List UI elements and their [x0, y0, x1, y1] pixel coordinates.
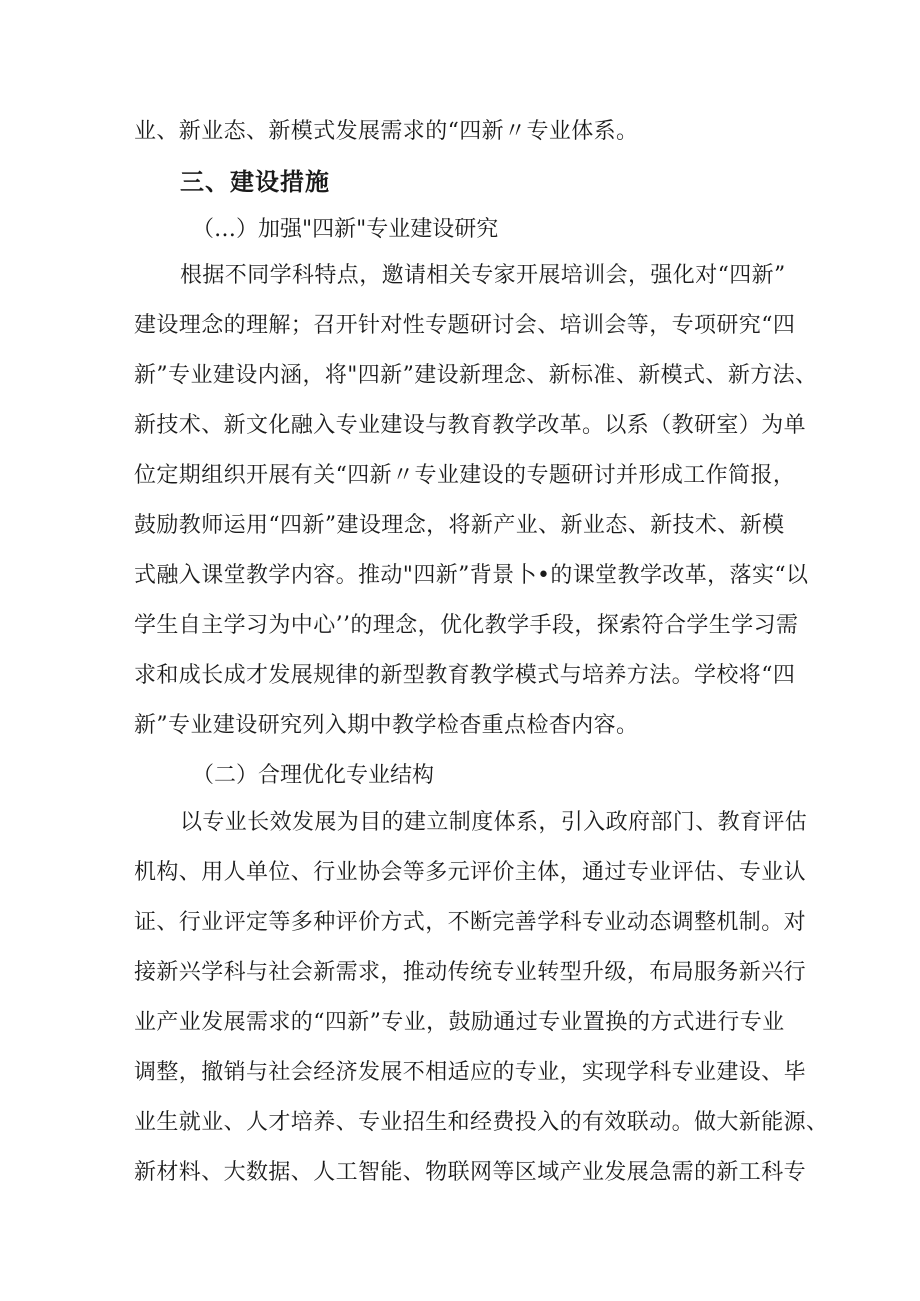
section-heading: 三、建设措施 [180, 167, 330, 196]
paragraph-2-line: 业生就业、人才培养、专业招生和经费投入的有效联动。做大新能源、 [134, 1110, 829, 1135]
paragraph-1-line: 根据不同学科特点，邀请相关专家开展培训会，强化对“四新” [180, 263, 786, 288]
paragraph-2-line: 调整，撤销与社会经济发展不相适应的专业，实现学科专业建设、毕 [134, 1060, 807, 1085]
paragraph-2-line: 新材料、大数据、人工智能、物联网等区域产业发展急需的新工科专 [134, 1160, 807, 1185]
paragraph-1-line: 位定期组织开展有关“四新〃专业建设的专题研讨并形成工作简报， [134, 463, 796, 488]
subsection-2-heading: （二）合理优化专业结构 [192, 763, 435, 788]
paragraph-1-line: 鼓励教师运用“四新”建设理念，将新产业、新业态、新技术、新模 [134, 513, 785, 538]
subsection-1-heading: （…）加强"四新"专业建设研究 [192, 217, 499, 242]
paragraph-2-line: 业产业发展需求的“四新”专业，鼓励通过专业置换的方式进行专业 [134, 1010, 785, 1035]
paragraph-1-line: 新”专业建设内涵，将"四新”建设新理念、新标准、新模式、新方法、 [134, 363, 818, 388]
paragraph-1-line: 新技术、新文化融入专业建设与教育教学改革。以系（教研室）为单 [134, 413, 807, 438]
paragraph-2-line: 证、行业评定等多种评价方式，不断完善学科专业动态调整机制。对 [134, 910, 807, 935]
paragraph-1-line: 新”专业建设研究列入期中教学检杳重点检杳内容。 [134, 713, 639, 738]
paragraph-1-line: 式融入课堂教学内容。推动"四新”背景卜•的课堂教学改革，落实“以 [134, 563, 809, 588]
paragraph-1-line: 求和成长成才发展规律的新型教育教学模式与培养方法。学校将“四 [134, 663, 796, 688]
paragraph-2-line: 机构、用人单位、行业协会等多元评价主体，通过专业评估、专业认 [134, 860, 807, 885]
paragraph-2-line: 以专业长效发展为目的建立制度体系，引入政府部门、教育评估 [180, 810, 808, 835]
paragraph-2-line: 接新兴学科与社会新需求，推动传统专业转型升级，布局服务新兴行 [134, 960, 807, 985]
intro-line: 业、新业态、新模式发展需求的“四新〃专业体系。 [134, 119, 639, 144]
paragraph-1-line: 学生自主学习为中心’’的理念，优化教学手段，探索符合学生学习需 [134, 613, 799, 638]
paragraph-1-line: 建设理念的理解；召开针对性专题研讨会、培训会等，专项研究“四 [134, 313, 796, 338]
